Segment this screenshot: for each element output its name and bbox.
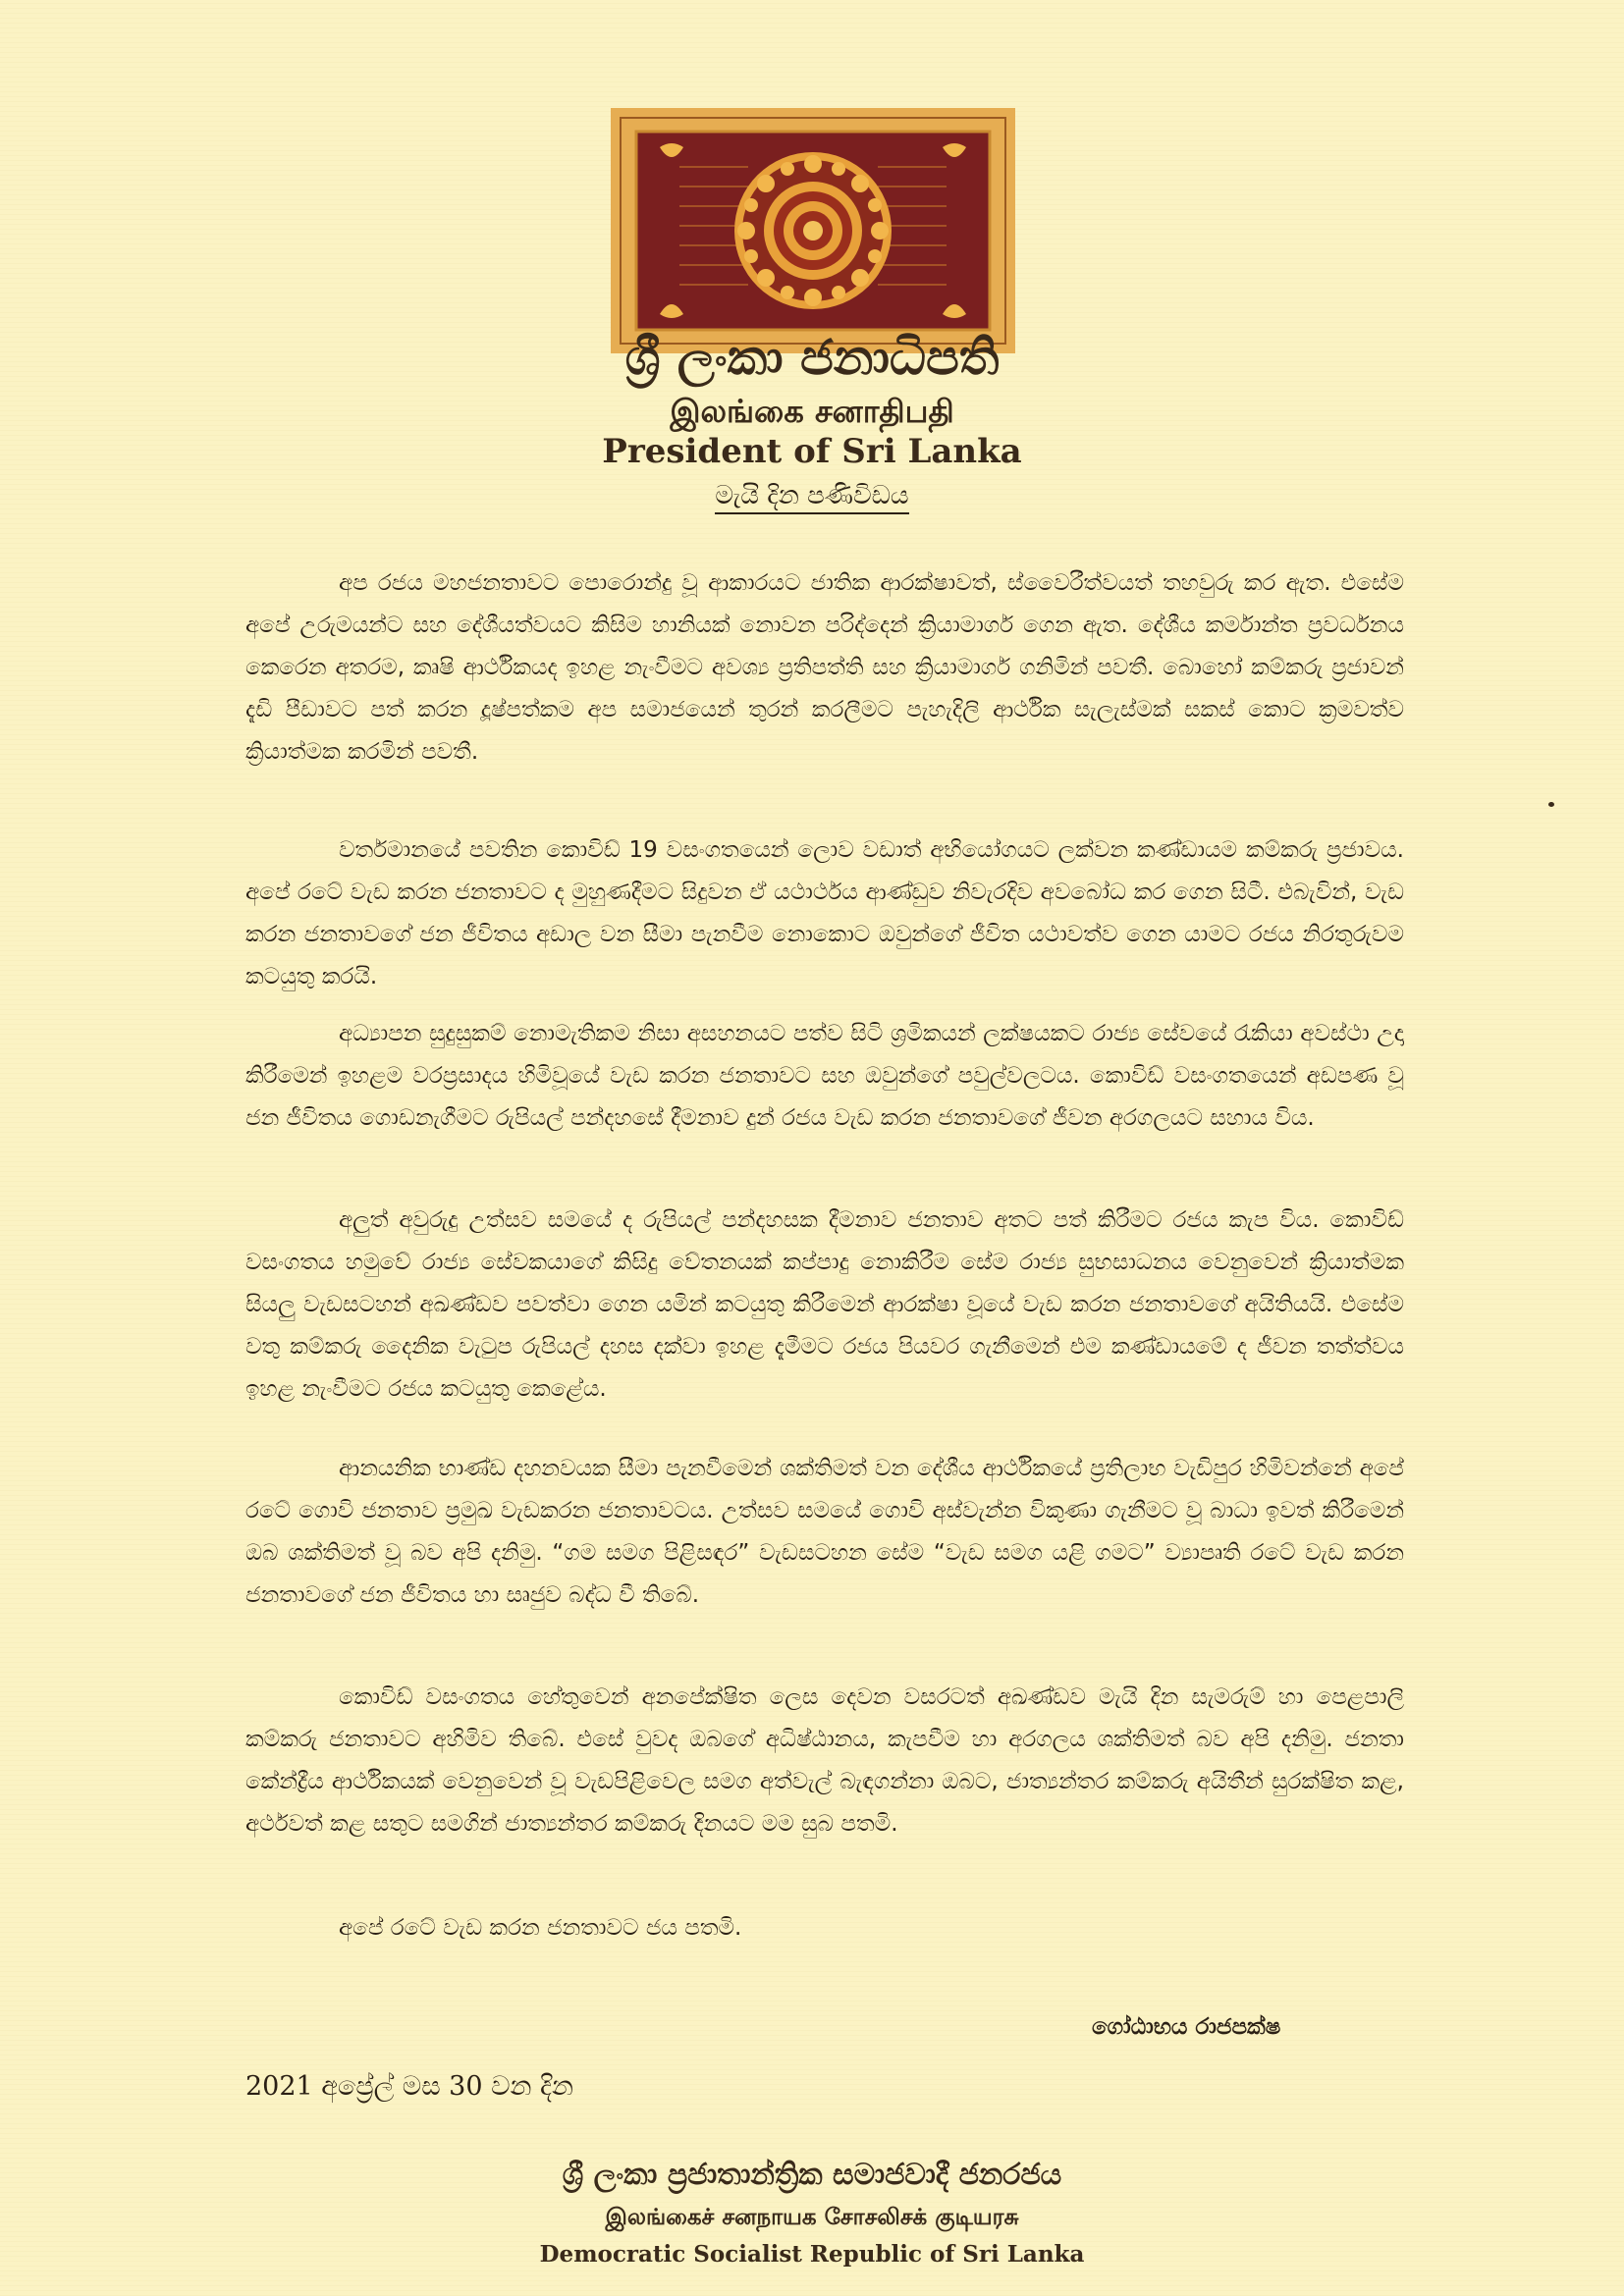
letter-date: 2021 අප්‍රේල් මස 30 වන දින bbox=[245, 2071, 573, 2102]
body-paragraph: ආනයනික භාණ්ඩ දහනවයක සීමා පැනවීමෙන් ශක්තිමත් වන දේශීය ආර්ථිකයේ ප්‍රතිලාභ වැඩිපුර හිමිවන්නේ අපේ රටේ ගොවි ජනතාව ප්‍රමුඛ වැඩකරන ජනතාවටය. උත්සව සමයේ ගොවි අස්වැන්න විකුණා ගැනීමට වූ බාධා ඉවත් කිරීමෙන් ඔබ ශක්තිමත් වූ බව අපි දනිමු. “ගම සමග පිළිසඳර” වැඩසටහන සේම “වැඩ සමග යළි ගමට” ව්‍යාපෘති රටේ වැඩ කරන ජනතාවගේ ජන ජීවිතය හා සෘජුව බද්ධ වී තිබේ. bbox=[245, 1456, 1404, 1608]
letterhead-title-tamil: இலங்கை சனாதிபதி bbox=[670, 393, 954, 430]
letterhead-title-english: President of Sri Lanka bbox=[602, 432, 1022, 471]
letter-subject-text: මැයි දින පණිවිඩය bbox=[715, 481, 908, 514]
footer-republic-english: Democratic Socialist Republic of Sri Lanka bbox=[539, 2241, 1085, 2268]
body-paragraph: කොවිඩ් වසංගතය හේතුවෙන් අනපේක්ෂිත ලෙස දෙවන වසරටත් අඛණ්ඩව මැයි දින සැමරුම් හා පෙළපාලි කම්කරු ජනතාවට අහිමිව තිබේ. එසේ වුවද ඔබගේ අධිෂ්ඨානය, කැපවීම හා අරගලය ශක්තිමත් බව අපි දනිමු. ජනතා කේන්ද්‍රීය ආර්ථිකයක් වෙනුවෙන් වූ වැඩපිළිවෙල සමග අත්වැල් බැඳගන්නා ඔබට, ජාත්‍යන්තර කම්කරු අයිතීන් සුරක්ෂිත කළ, අර්ථවත් කළ සතුට සමගින් ජාත්‍යන්තර කම්කරු දිනයට මම සුබ පතමි. bbox=[245, 1684, 1404, 1837]
footer-republic-sinhala: ශ්‍රී ලංකා ප්‍රජාතාන්ත්‍රික සමාජවාදී ජනරජය bbox=[562, 2158, 1062, 2192]
ink-dot bbox=[1548, 802, 1554, 807]
footer-republic-tamil: இலங்கைச் சனநாயக சோசலிசக் குடியரசு bbox=[605, 2205, 1019, 2230]
letterhead-title-sinhala: ශ්‍රී ලංකා ජනාධිපති bbox=[624, 329, 1000, 386]
body-paragraph: වර්තමානයේ පවතින කොවිඩ් 19 වසංගතයෙන් ලොව වඩාත් අභියෝගයට ලක්වන කණ්ඩායම කම්කරු ප්‍රජාවය. අපේ රටේ වැඩ කරන ජනතාවට ද මුහුණදීමට සිදුවන ඒ යථාර්ථය ආණ්ඩුව නිවැරදිව අවබෝධ කර ගෙන සිටී. එබැවින්, වැඩ කරන ජනතාවගේ ජන ජීවිතය අඩාල වන සීමා පැනවීම නොකොට ඔවුන්ගේ ජීවිත යථාවත්ව ගෙන යාමට රජය නිරතුරුවම කටයුතු කරයි. bbox=[245, 837, 1404, 989]
closing-line: අපේ රටේ වැඩ කරන ජනතාවට ජය පතමි. bbox=[339, 1915, 742, 1941]
presidential-flag-icon bbox=[611, 108, 1015, 353]
body-paragraph: අප රජය මහජනතාවට පොරොන්දු වූ ආකාරයට ජාතික ආරක්ෂාවත්, ස්වෛරීත්වයත් තහවුරු කර ඇත. එසේම අපේ උරුමයන්ට සහ දේශීයත්වයට කිසිම හානියක් නොවන පරිද්දෙන් ක්‍රියාමාර්ග ගෙන ඇත. දේශීය කර්මාන්ත ප්‍රවර්ධනය කෙරෙන අතරම, කෘෂි ආර්ථිකයද ඉහළ නැංවීමට අවශ්‍ය ප්‍රතිපත්ති සහ ක්‍රියාමාර්ග ගනිමින් පවතී. බොහෝ කම්කරු ප්‍රජාවන් දැඩි පීඩාවට පත් කරන දූෂ්පත්කම අප සමාජයෙන් තුරන් කරලීමට පැහැදිලි ආර්ථික සැලැස්මක් සකස් කොට ක්‍රමවත්ව ක්‍රියාත්මක කරමින් පවතී. bbox=[245, 570, 1404, 765]
body-paragraph: අලුත් අවුරුදු උත්සව සමයේ ද රුපියල් පන්දහසක දීමනාව ජනතාව අතට පත් කිරීමට රජය කැප විය. කොවිඩ් වසංගතය හමුවේ රාජ්‍ය සේවකයාගේ කිසිදු වේතනයක් කප්පාදු නොකිරීම සේම රාජ්‍ය සුභසාධනය වෙනුවෙන් ක්‍රියාත්මක සියලු වැඩසටහන් අඛණ්ඩව පවත්වා ගෙන යමින් කටයුතු කිරීමෙන් ආරක්ෂා වූයේ වැඩ කරන ජනතාවගේ අයිතියයි. එසේම වතු කම්කරු දෛනික වැටුප රුපියල් දහස දක්වා ඉහළ දැමීමට රජය පියවර ගැනීමෙන් එම කණ්ඩායමේ ද ජීවන තත්ත්වය ඉහළ නැංවීමට රජය කටයුතු කෙළේය. bbox=[245, 1207, 1404, 1402]
body-paragraph: අධ්‍යාපන සුදුසුකම් නොමැතිකම නිසා අසහනයට පත්ව සිටි ශ්‍රමිකයන් ලක්ෂයකට රාජ්‍ය සේවයේ රැකියා අවස්ථා උදා කිරීමෙන් ඉහළම වරප්‍රසාදය හිමිවූයේ වැඩ කරන ජනතාවට සහ ඔවුන්ගේ පවුල්වලටය. කොවිඩ් වසංගතයෙන් අඩපණ වූ ජන ජීවිතය ගොඩනැගීමට රුපියල් පන්දහසේ දීමනාව දුන් රජය වැඩ කරන ජනතාවගේ ජීවන අරගලයට සහාය විය. bbox=[245, 1021, 1404, 1131]
letter-subject bbox=[0, 481, 1624, 511]
signatory-name: ගෝඨාභය රාජපක්ෂ bbox=[1092, 2014, 1281, 2040]
